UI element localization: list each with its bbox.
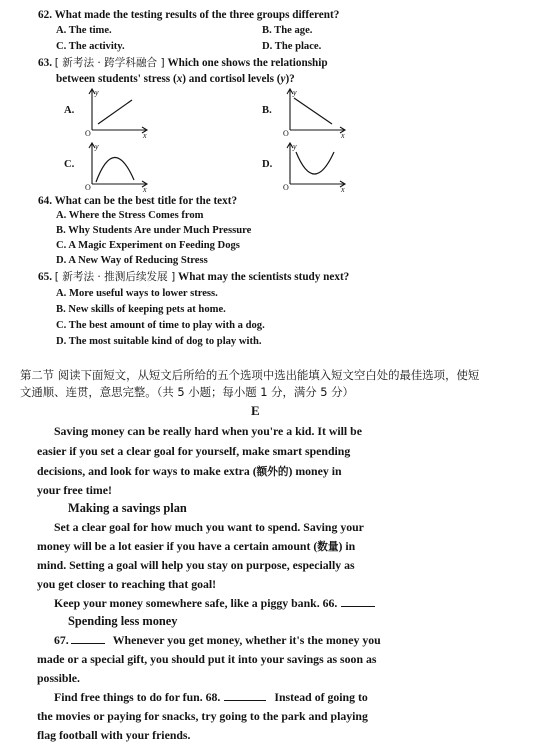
q63-graph-c: [84, 140, 154, 194]
q65-option-d: D. The most suitable kind of dog to play with.: [56, 336, 262, 347]
q64-option-d: D. A New Way of Reducing Stress: [56, 255, 208, 266]
q65-option-b: B. New skills of keeping pets at home.: [56, 304, 226, 315]
q63-text-line2c: )?: [285, 73, 295, 85]
blank-67[interactable]: [71, 633, 105, 644]
passage-p2-line4: you get closer to reaching that goal!: [37, 577, 217, 591]
x-axis-letter: x: [143, 185, 147, 194]
curve-decreasing: [294, 98, 332, 124]
y-axis-letter: y: [95, 88, 99, 97]
heading-spending-less: Spending less money: [68, 614, 178, 628]
q65-number: 65.: [38, 271, 52, 283]
q63-text-line1: Which one shows the relationship: [167, 57, 328, 69]
y-axis-letter: y: [293, 142, 297, 151]
passage-p5-line1: [54, 690, 368, 704]
q65-stem: [38, 270, 349, 284]
q62-option-a: A. The time.: [56, 25, 112, 36]
origin-label: O: [85, 183, 91, 192]
curve-inverted-u: [96, 157, 134, 182]
q63-number: 63.: [38, 57, 52, 69]
y-axis-letter: y: [95, 142, 99, 151]
q63-stem-line1: [38, 56, 328, 70]
passage-p5-line1-text: Find free things to do for fun. 68.: [54, 690, 221, 704]
section-instruction-line2: 文通顺、连贯，意思完整。（共 5 小题；每小题 1 分，满分 5 分）: [20, 385, 354, 399]
q65-tag: [ 新考法 · 推测后续发展 ]: [54, 271, 176, 283]
gloss-extra: 额外的: [256, 466, 289, 478]
passage-p5-line3: flag football with your friends.: [37, 728, 191, 742]
y-axis-letter: y: [293, 88, 297, 97]
curve-increasing: [98, 100, 132, 124]
origin-label: O: [283, 129, 289, 138]
q65-option-c: C. The best amount of time to play with a dog.: [56, 320, 265, 331]
q64-option-b: B. Why Students Are under Much Pressure: [56, 225, 252, 236]
passage-p2-line3: mind. Setting a goal will help you stay on purpose, especially as: [37, 558, 355, 572]
q63-graph-b: [282, 86, 352, 140]
passage-p5-line2: the movies or paying for snacks, try going to the park and playing: [37, 709, 368, 723]
passage-p3-text: Keep your money somewhere safe, like a piggy bank. 66.: [54, 596, 338, 610]
passage-p1-line4: your free time!: [37, 483, 112, 497]
passage-p1-line3: [37, 464, 342, 479]
passage-p2-line1: Set a clear goal for how much you want to spend. Saving your: [54, 520, 364, 534]
x-axis-letter: x: [341, 131, 345, 140]
passage-p1-line3-text: decisions, and look for ways to make extra (: [37, 464, 257, 478]
blank-68[interactable]: [224, 690, 266, 701]
passage-p2-line2: [37, 539, 355, 554]
q63-option-b-label: B.: [262, 105, 272, 116]
passage-p4-line1: [54, 633, 381, 647]
blank-67-number: 67.: [54, 633, 69, 647]
passage-p1-line3-end: ) money in: [288, 464, 342, 478]
x-axis-letter: x: [143, 131, 147, 140]
x-axis-letter: x: [341, 185, 345, 194]
section-instruction-line1: 第二节 阅读下面短文，从短文后所给的五个选项中选出能填入短文空白处的最佳选项，使短: [20, 368, 480, 382]
q65-question: What may the scientists study next?: [178, 271, 350, 283]
q64-option-a: A. Where the Stress Comes from: [56, 210, 204, 221]
passage-p1-line2: easier if you set a clear goal for yourself, make smart spending: [37, 444, 351, 458]
q65-option-a: A. More useful ways to lower stress.: [56, 288, 218, 299]
passage-letter: E: [251, 403, 260, 418]
q64-question: 64. What can be the best title for the text?: [38, 195, 238, 207]
gloss-amount: 数量: [317, 541, 339, 553]
passage-p1-line1: Saving money can be really hard when you're a kid. It will be: [54, 424, 362, 438]
q63-stem-line2: [56, 72, 295, 86]
passage-p4-line1-text: Whenever you get money, whether it's the money you: [112, 633, 381, 647]
origin-label: O: [85, 129, 91, 138]
q63-graph-a: [84, 86, 154, 140]
q63-text-line2a: between students' stress (: [56, 73, 177, 85]
origin-label: O: [283, 183, 289, 192]
q63-option-a-label: A.: [64, 105, 75, 116]
q63-option-d-label: D.: [262, 159, 273, 170]
curve-u-shape: [296, 152, 334, 174]
q63-x-symbol: x: [176, 73, 183, 85]
passage-p4-line2: made or a special gift, you should put it into your savings as soon as: [37, 652, 377, 666]
passage-p2-line2-text: money will be a lot easier if you have a certain amount (: [37, 539, 318, 553]
passage-p5-line1-end: Instead of going to: [274, 690, 368, 704]
q62-option-b: B. The age.: [262, 25, 313, 36]
passage-p4-line3: possible.: [37, 671, 80, 685]
q64-option-c: C. A Magic Experiment on Feeding Dogs: [56, 240, 240, 251]
q63-tag: [ 新考法 · 跨学科融合 ]: [54, 57, 165, 69]
q63-graph-d: [282, 140, 352, 194]
q62-option-c: C. The activity.: [56, 41, 125, 52]
heading-savings-plan: Making a savings plan: [68, 501, 187, 515]
blank-66[interactable]: [341, 596, 375, 607]
q63-option-c-label: C.: [64, 159, 75, 170]
q63-y-symbol: y: [280, 73, 286, 85]
q63-text-line2b: ) and cortisol levels (: [182, 73, 281, 85]
q62-question: 62. What made the testing results of the three groups different?: [38, 9, 340, 21]
q62-option-d: D. The place.: [262, 41, 322, 52]
passage-p2-line2-end: ) in: [338, 539, 356, 553]
passage-p3: [54, 596, 375, 610]
